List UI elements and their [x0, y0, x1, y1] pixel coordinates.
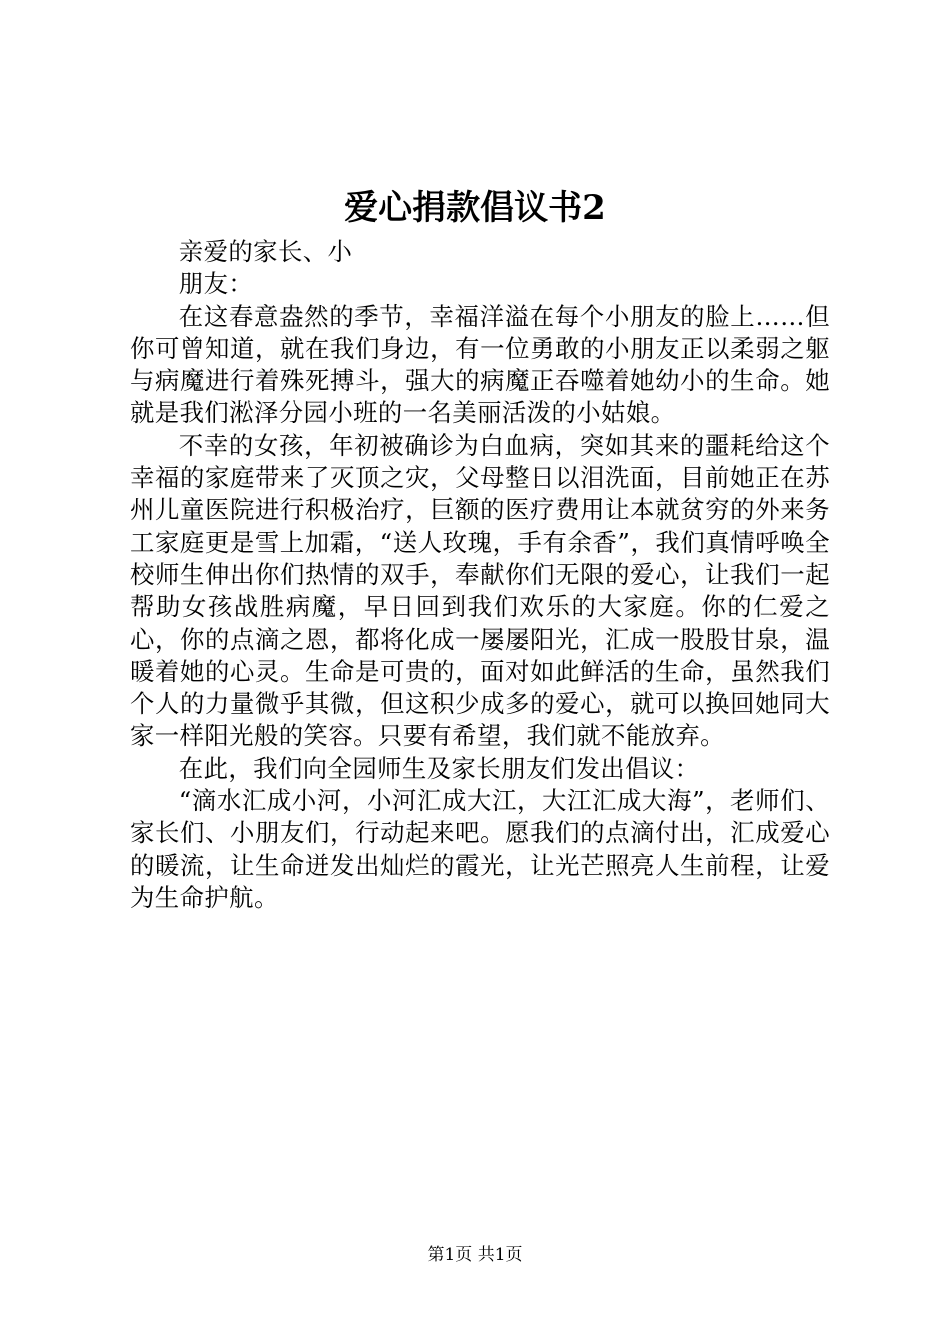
page-footer: 第1页 共1页 — [427, 1245, 523, 1265]
document-title: 爱心捐款倡议书2 — [344, 188, 606, 228]
paragraph-closing: “滴水汇成小河，小河汇成大江，大江汇成大海”，老师们、家长们、小朋友们，行动起来吧。愿我们的点滴付出，汇成爱心的暖流，让生命迸发出灿烂的霞光，让光芒照亮人生前程，让爱为生命护航。 — [130, 786, 830, 912]
paragraph-intro: 在这春意盎然的季节，幸福洋溢在每个小朋友的脸上……但你可曾知道，就在我们身边，有一位勇敢的小朋友正以柔弱之躯与病魔进行着殊死搏斗，强大的病魔正吞噬着她幼小的生命。她就是我们淞泽分园小班的一名美丽活泼的小姑娘。 — [130, 301, 830, 428]
document-body — [130, 236, 830, 914]
paragraph-story: 不幸的女孩，年初被确诊为白血病，突如其来的噩耗给这个幸福的家庭带来了灭顶之灾，父母整日以泪洗面，目前她正在苏州儿童医院进行积极治疗，巨额的医疗费用让本就贫穷的外来务工家庭更是雪上加霜，“送人玫瑰，手有余香”，我们真情呼唤全校师生伸出你们热情的双手，奉献你们无限的爱心，让我们一起帮助女孩战胜病魔，早日回到我们欢乐的大家庭。你的仁爱之心，你的点滴之恩，都将化成一屡屡阳光，汇成一股股甘泉，温暖着她的心灵。生命是可贵的，面对如此鲜活的生命，虽然我们个人的力量微乎其微，但这积少成多的爱心，就可以换回她同大家一样阳光般的笑容。只要有希望，我们就不能放弃。 — [130, 430, 830, 751]
paragraph-proposal: 在此，我们向全园师生及家长朋友们发出倡议： — [178, 753, 700, 783]
salutation-line-2: 朋友： — [178, 269, 254, 299]
salutation-line-1: 亲爱的家长、小 — [178, 237, 353, 266]
